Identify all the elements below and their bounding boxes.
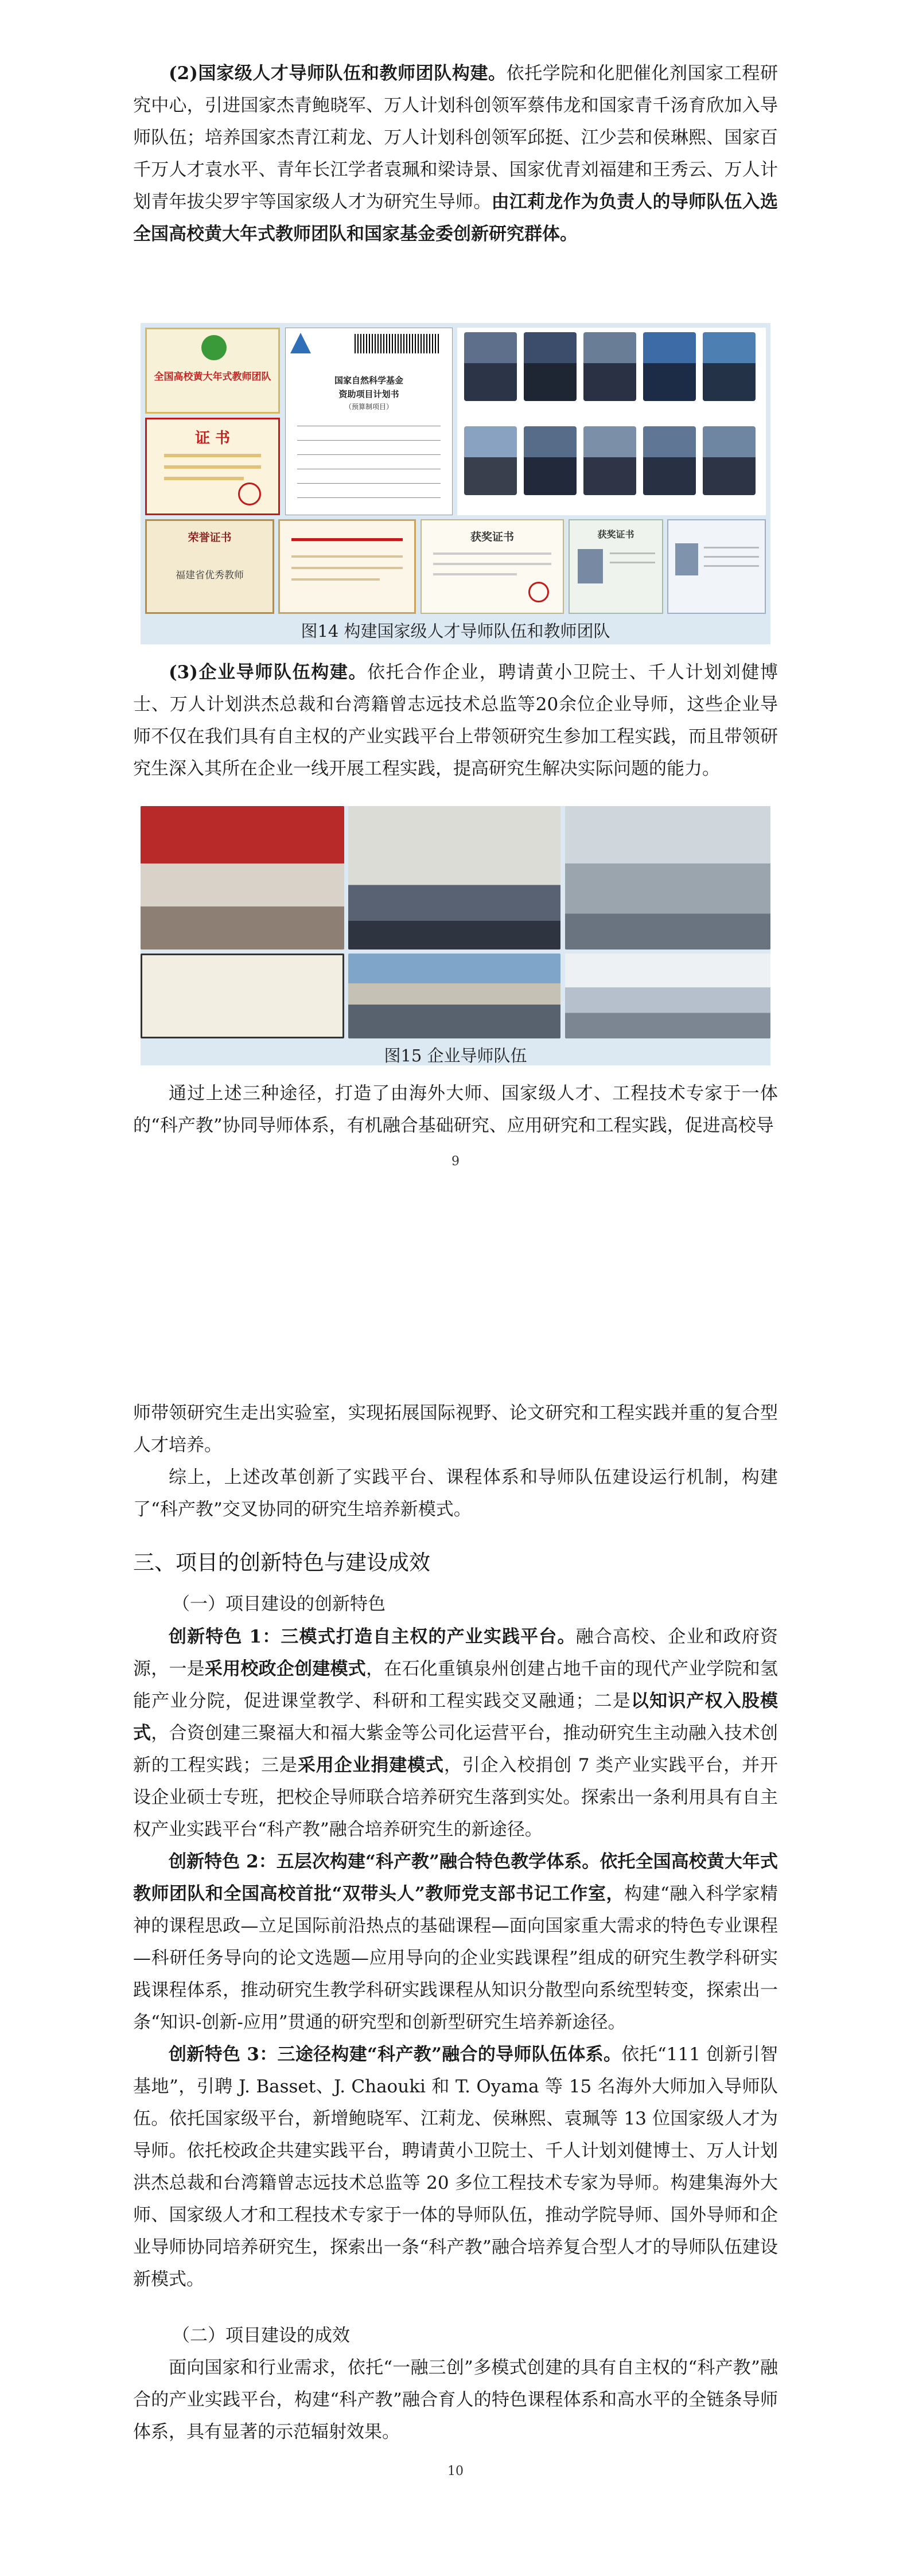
portrait (464, 426, 517, 495)
subsection-results: （二）项目建设的成效 (172, 2325, 350, 2346)
figure-15-caption: 图15 企业导师队伍 (384, 1046, 527, 1065)
portrait (583, 332, 636, 401)
award-certificate-red: 证 书 (145, 418, 280, 515)
huang-danian-certificate: 全国高校黄大年式教师团队 (145, 328, 280, 414)
barcode (355, 334, 441, 353)
portrait (643, 332, 696, 401)
page-number-10: 10 (447, 2464, 464, 2478)
figure-15 (141, 806, 770, 1065)
photo-award-ceremony (141, 806, 344, 950)
results-body: 面向国家和行业需求，依托“一融三创”多模式创建的具有自主权的“科产教”融合的产业实践平台，构建“科产教”融合育人的特色课程体系和高水平的全链条导师体系，具有显著的示范辐射效果。 (133, 2357, 778, 2442)
portrait (583, 426, 636, 495)
heading-national-talent: (2)国家级人才导师队伍和教师团队构建。 (169, 63, 507, 84)
portrait (524, 332, 577, 401)
photo-mentor-handshake (348, 806, 560, 950)
portrait (524, 426, 577, 495)
seal-icon (238, 482, 261, 505)
figure-14 (141, 323, 770, 644)
heading-enterprise-mentors: (3)企业导师队伍构建。 (169, 662, 368, 683)
nsfc-logo-icon (290, 333, 311, 353)
portrait (643, 426, 696, 495)
subsection-features: （一）项目建设的创新特色 (172, 1594, 386, 1614)
paragraph-enterprise-mentors: (3)企业导师队伍构建。依托合作企业，聘请黄小卫院士、千人计划刘健博士、万人计划洪杰总裁和台湾籍曾志远技术总监等20余位企业导师，这些企业导师不仅在我们具有自主权的产业实践平台上带领研究生参加工程实践，而且带领研究生深入其所在企业一线开展工程实践，提高研究生解决实际问题的能力。 (133, 662, 778, 779)
paragraph-continuation: 师带领研究生走出实验室，实现拓展国际视野、论文研究和工程实践并重的复合型人才培养。 综上，上述改革创新了实践平台、课程体系和导师队伍建设运行机制，构建了“科产教”交叉协同的研究生培养新模式。 (133, 1403, 778, 1520)
figure-14-caption: 图14 构建国家级人才导师队伍和教师团队 (301, 621, 610, 641)
paragraph-national-talent: (2)国家级人才导师队伍和教师团队构建。依托学院和化肥催化剂国家工程研究中心，引进国家杰青鲍晓军、万人计划科创领军蔡伟龙和国家青千汤育欣加入导师队伍；培养国家杰青江莉龙、万人计划科创领军邱挺、江少芸和侯琳熙、国家百千万人才袁水平、青年长江学者袁珮和梁诗景、国家优青刘福建和王秀云、万人计划青年拔尖罗宇等国家级人才为研究生导师。由江莉龙作为负责人的导师队伍入选全国高校黄大年式教师团队和国家基金委创新研究群体。 (133, 63, 778, 244)
seal-icon (528, 582, 549, 602)
emblem-icon (201, 335, 227, 360)
award-certificate-3: 获奖证书 (569, 519, 663, 614)
page-number-9: 9 (451, 1154, 460, 1169)
section-title-innovation: 三、项目的创新特色与建设成效 (133, 1550, 430, 1575)
award-certificate-4 (667, 519, 766, 614)
portrait (464, 332, 517, 401)
award-certificate-2: 获奖证书 (421, 519, 564, 614)
page-10 (0, 1288, 911, 2576)
talent-portraits (457, 328, 766, 515)
portrait (703, 332, 756, 401)
photo-factory (565, 954, 770, 1038)
portrait (703, 426, 756, 495)
honor-certificate-2 (278, 519, 416, 614)
paragraph-three-paths: 通过上述三种途径，打造了由海外大师、国家级人才、工程技术专家于一体的“科产教”协同导师体系，有机融合基础研究、应用研究和工程实践，促进高校导 (133, 1083, 778, 1136)
photo-appointment-letter (141, 954, 344, 1038)
nsfc-plan-document: 国家自然科学基金 资助项目计划书 （预算制项目） (285, 328, 453, 515)
photo-laboratory (565, 806, 770, 950)
honor-certificate-1: 荣誉证书 福建省优秀教师 (145, 519, 274, 614)
photo-group (348, 954, 560, 1038)
features-body: 创新特色 1：三模式打造自主权的产业实践平台。融合高校、企业和政府资源，一是采用校政企创建模式，在石化重镇泉州创建占地千亩的现代产业学院和氢能产业分院，促进课堂教学、科研和工程实践交叉融通；二是以知识产权入股模式，合资创建三聚福大和福大紫金等公司化运营平台，推动研究生主动融入技术创新的工程实践；三是采用企业捐建模式，引企入校捐创 7 类产业实践平台，并开设企业硕士专班，把校企导师联合培养研究生落到实处。探索出一条利用具有自主权产业实践平台“科产教”融合培养研究生的新途径。 创新特色 2：五层次构建“科产教”融合特色教学体系。依托全国高校黄大年式教师团队和全国高校首批“双带头人”教师党支部书记工作室，构建“融入科学家精神的课程思政—立足国际前沿热点的基础课程—面向国家重大需求的特色专业课程—科研任务导向的论文选题—应用导向的企业实践课程”组成的研究生教学科研实践课程体系，推动研究生教学科研实践课程从知识分散型向系统型转变，探索出一条“知识-创新-应用”贯通的研究型和创新型研究生培养新途径。 创新特色 3：三途径构建“科产教”融合的导师队伍体系。依托“111 创新引智基地”，引聘 J. Basset、J. Chaouki 和 T. Oyama 等 15 名海外大师加入导师队伍。依托国家级平台，新增鲍晓军、江莉龙、侯琳熙、袁珮等 13 位国家级人才为导师。依托校政企共建实践平台，聘请黄小卫院士、千人计划刘健博士、万人计划洪杰总裁和台湾籍曾志远技术总监等 20 多位工程技术专家为导师。构建集海外大师、国家级人才和工程技术专家于一体的导师队伍，推动学院导师、国外导师和企业导师协同培养研究生，探索出一条“科产教”融合培养复合型人才的导师队伍建设新模式。 (133, 1626, 778, 2290)
